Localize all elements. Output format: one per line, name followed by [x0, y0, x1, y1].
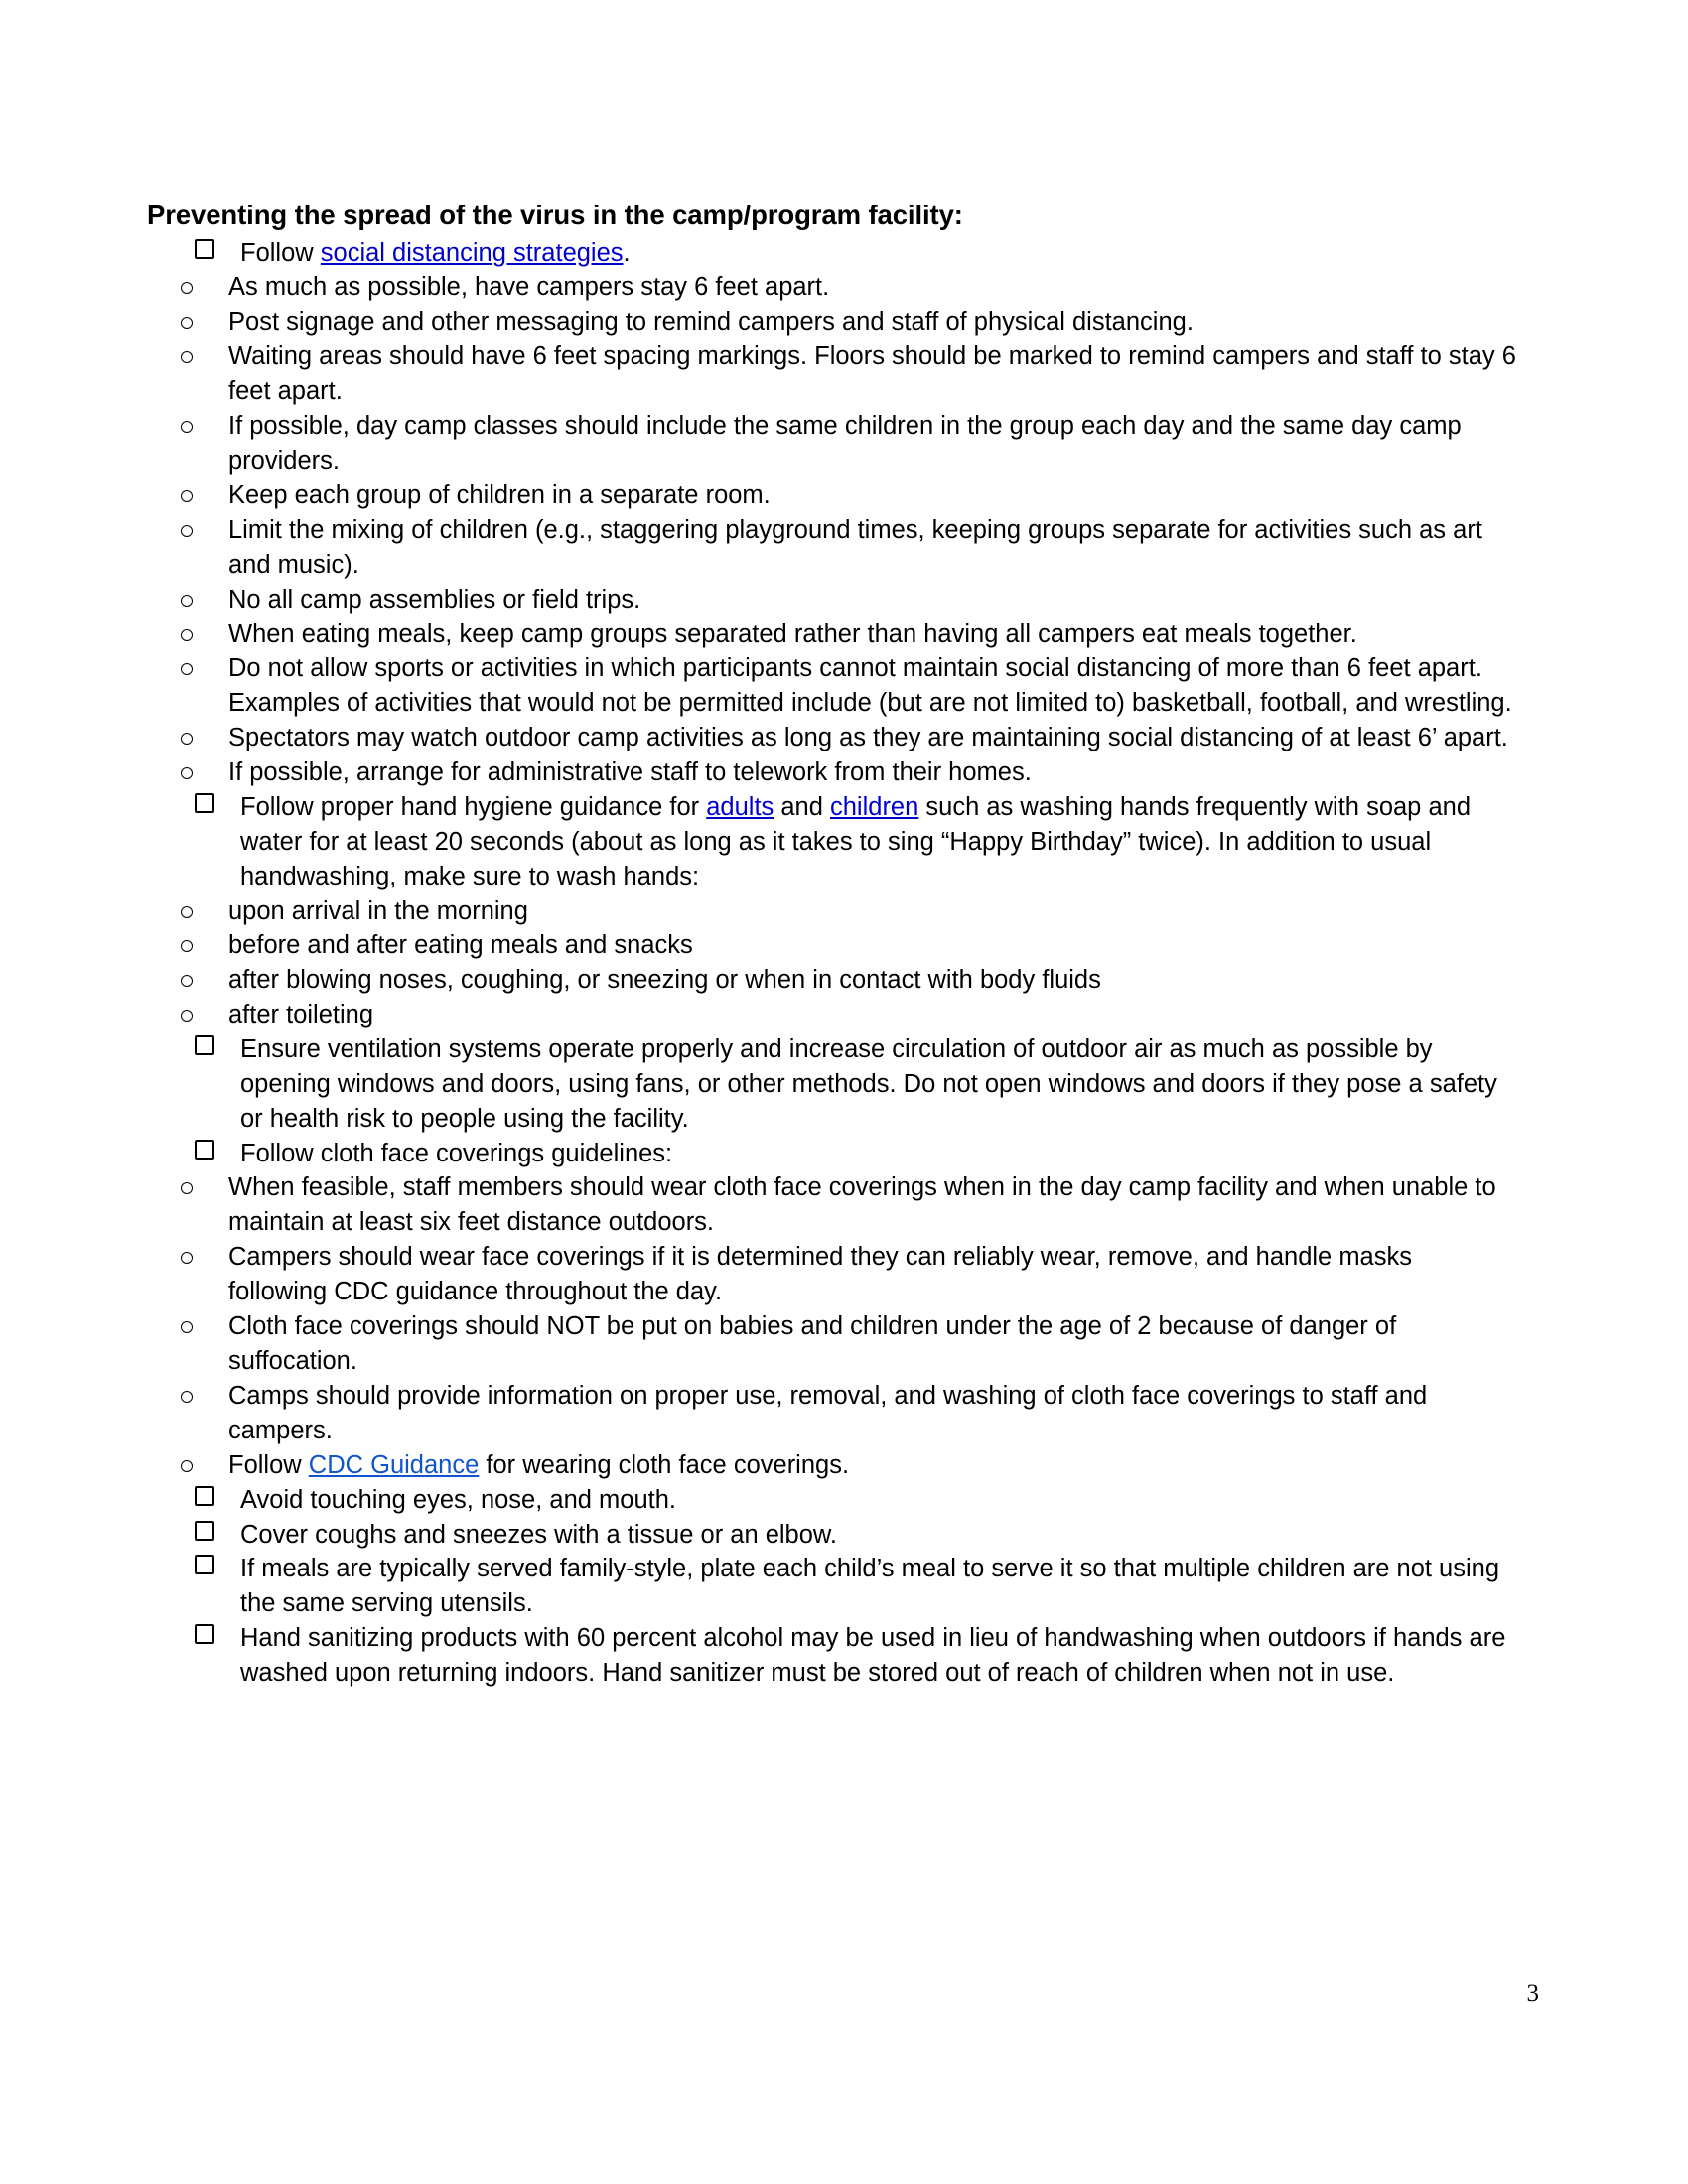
bullet-text: If meals are typically served family-style, plate each child’s meal to serve it so that multiple children are not using the same serving utensils.: [240, 1555, 1500, 1618]
list-item-text: If possible, arrange for administrative staff to telework from their homes.: [228, 758, 1032, 787]
page-title: Preventing the spread of the virus in the camp/program facility:: [147, 200, 963, 230]
bullet-text: Cover coughs and sneezes with a tissue or an elbow.: [240, 1520, 838, 1549]
checkbox-bullet-icon: [195, 1035, 214, 1055]
list-item: [147, 1240, 1517, 1309]
list-item-text: When eating meals, keep camp groups separated rather than having all campers eat meals together.: [228, 619, 1357, 648]
circle-bullet-icon: [181, 421, 193, 433]
list-item: [147, 928, 1517, 963]
bullet-text-trail: .: [623, 238, 631, 267]
bullet-text-part-2: and: [774, 793, 830, 822]
list-item-text: Cloth face coverings should NOT be put on babies and children under the age of 2 because of danger of suffocation.: [228, 1312, 1397, 1376]
checkbox-bullet-icon: [195, 1140, 214, 1160]
list-item: [147, 998, 1517, 1032]
circle-bullet-icon: [181, 975, 193, 987]
document-body: [147, 199, 1517, 1691]
checkbox-bullet-icon: [195, 1521, 214, 1541]
social-distancing-strategies-link[interactable]: social distancing strategies: [320, 238, 624, 267]
list-item: [147, 1170, 1517, 1240]
circle-bullet-icon: [181, 767, 193, 779]
circle-bullet-icon: [181, 1010, 193, 1022]
circle-bullet-icon: [181, 1321, 193, 1333]
checkbox-bullet-icon: [195, 1624, 214, 1644]
checkbox-bullet-icon: [195, 1555, 214, 1574]
adults-link[interactable]: adults: [706, 793, 774, 822]
list-item-text: As much as possible, have campers stay 6 feet apart.: [228, 273, 830, 302]
list-item: [147, 409, 1517, 478]
circle-bullet-icon: [181, 1391, 193, 1403]
list-item: [147, 894, 1517, 929]
list-item-text: after blowing noses, coughing, or sneezing or when in contact with body fluids: [228, 966, 1101, 995]
list-item-text: Waiting areas should have 6 feet spacing markings. Floors should be marked to remind campers and staff to stay 6 feet apart.: [228, 342, 1516, 406]
circle-bullet-icon: [181, 940, 193, 952]
list-item: [147, 755, 1517, 790]
list-item-text: When feasible, staff members should wear cloth face coverings when in the day camp facility and when unable to maintain at least six feet distance outdoors.: [228, 1173, 1496, 1237]
circle-bullet-icon: [181, 1252, 193, 1264]
circle-bullet-icon: [181, 525, 193, 537]
bullet-text: Ensure ventilation systems operate properly and increase circulation of outdoor air as much as possible by opening windows and doors, using fans, or other methods. Do not open windows and doors if they pose a safety or health risk to people using the facility.: [240, 1035, 1497, 1133]
list-item-text: If possible, day camp classes should include the same children in the group each day and the same day camp providers.: [228, 412, 1462, 475]
bullet-text: Follow cloth face coverings guidelines:: [240, 1139, 673, 1167]
list-item-cdc-guidance: [147, 1448, 1517, 1483]
page-number: 3: [1526, 1980, 1539, 2007]
bullet-text-lead: Follow: [240, 238, 321, 267]
list-item-hand-sanitizer: [147, 1621, 1517, 1691]
list-item-text: Limit the mixing of children (e.g., staggering playground times, keeping groups separate for activities such as art and music).: [228, 515, 1482, 579]
bullet-text: Avoid touching eyes, nose, and mouth.: [240, 1485, 676, 1514]
circle-bullet-icon: [181, 282, 193, 294]
checkbox-bullet-icon: [195, 1486, 214, 1506]
list-item-text-after: for wearing cloth face coverings.: [479, 1450, 850, 1479]
list-item-text: before and after eating meals and snacks: [228, 931, 693, 960]
circle-bullet-icon: [181, 1460, 193, 1472]
list-item-text: Spectators may watch outdoor camp activities as long as they are maintaining social distancing of at least 6’ apart.: [228, 724, 1508, 752]
checkbox-bullet-icon: [195, 239, 214, 259]
list-item-text: Camps should provide information on proper use, removal, and washing of cloth face coverings to staff and campers.: [228, 1381, 1428, 1444]
circle-bullet-icon: [181, 595, 193, 607]
top-level-checklist: [147, 236, 1517, 1691]
list-item: [147, 651, 1517, 721]
list-item: [147, 513, 1517, 583]
list-item-text: Do not allow sports or activities in which participants cannot maintain social distancing of more than 6 feet apart. Examples of activities that would not be permitted include (but are not limited to) basketball, football, and wrestling.: [228, 654, 1512, 718]
list-item-text: Keep each group of children in a separate room.: [228, 480, 771, 509]
checkbox-bullet-icon: [195, 793, 214, 813]
list-item-social-distancing: [147, 236, 1517, 271]
bullet-text: Hand sanitizing products with 60 percent alcohol may be used in lieu of handwashing when outdoors if hands are washed upon returning indoors. Hand sanitizer must be stored out of reach of children when not in use.: [240, 1623, 1506, 1687]
social-distancing-sublist: [147, 270, 1517, 790]
list-item: [147, 721, 1517, 755]
circle-bullet-icon: [181, 490, 193, 502]
list-item-face-coverings: [147, 1137, 1517, 1171]
list-item-family-style-meals: [147, 1552, 1517, 1621]
list-item: [147, 1379, 1517, 1448]
list-item: [147, 583, 1517, 617]
list-item: [147, 305, 1517, 340]
bullet-text-part-3: such as washing hands frequently with soap and water for at least 20 seconds (about as long as it takes to sing “Happy Birthday” twice). In addition to usual handwashing, make sure to wash hands:: [240, 793, 1471, 890]
list-item-text: No all camp assemblies or field trips.: [228, 585, 641, 614]
list-item-text: upon arrival in the morning: [228, 896, 528, 925]
list-item-ventilation: [147, 1032, 1517, 1136]
cdc-guidance-link[interactable]: CDC Guidance: [308, 1450, 480, 1479]
bullet-text-part-1: Follow proper hand hygiene guidance for: [240, 793, 707, 822]
list-item-text: Campers should wear face coverings if it is determined they can reliably wear, remove, and handle masks following CDC guidance throughout the day.: [228, 1243, 1412, 1306]
circle-bullet-icon: [181, 906, 193, 918]
list-item-hand-hygiene: [147, 790, 1517, 893]
circle-bullet-icon: [181, 663, 193, 675]
list-item-avoid-touching: [147, 1483, 1517, 1518]
list-item: [147, 617, 1517, 652]
list-item-cover-coughs: [147, 1518, 1517, 1553]
circle-bullet-icon: [181, 317, 193, 329]
list-item-text: after toileting: [228, 1001, 374, 1029]
list-item: [147, 270, 1517, 305]
list-item-text: Post signage and other messaging to remind campers and staff of physical distancing.: [228, 308, 1194, 337]
list-item: [147, 1309, 1517, 1379]
list-item-text-before: Follow: [228, 1450, 309, 1479]
list-item: [147, 963, 1517, 998]
list-item: [147, 478, 1517, 513]
circle-bullet-icon: [181, 629, 193, 641]
circle-bullet-icon: [181, 733, 193, 745]
children-link[interactable]: children: [830, 793, 919, 822]
hand-hygiene-sublist: [147, 894, 1517, 1033]
circle-bullet-icon: [181, 1182, 193, 1194]
list-item: [147, 340, 1517, 409]
circle-bullet-icon: [181, 351, 193, 363]
face-coverings-sublist: [147, 1170, 1517, 1482]
